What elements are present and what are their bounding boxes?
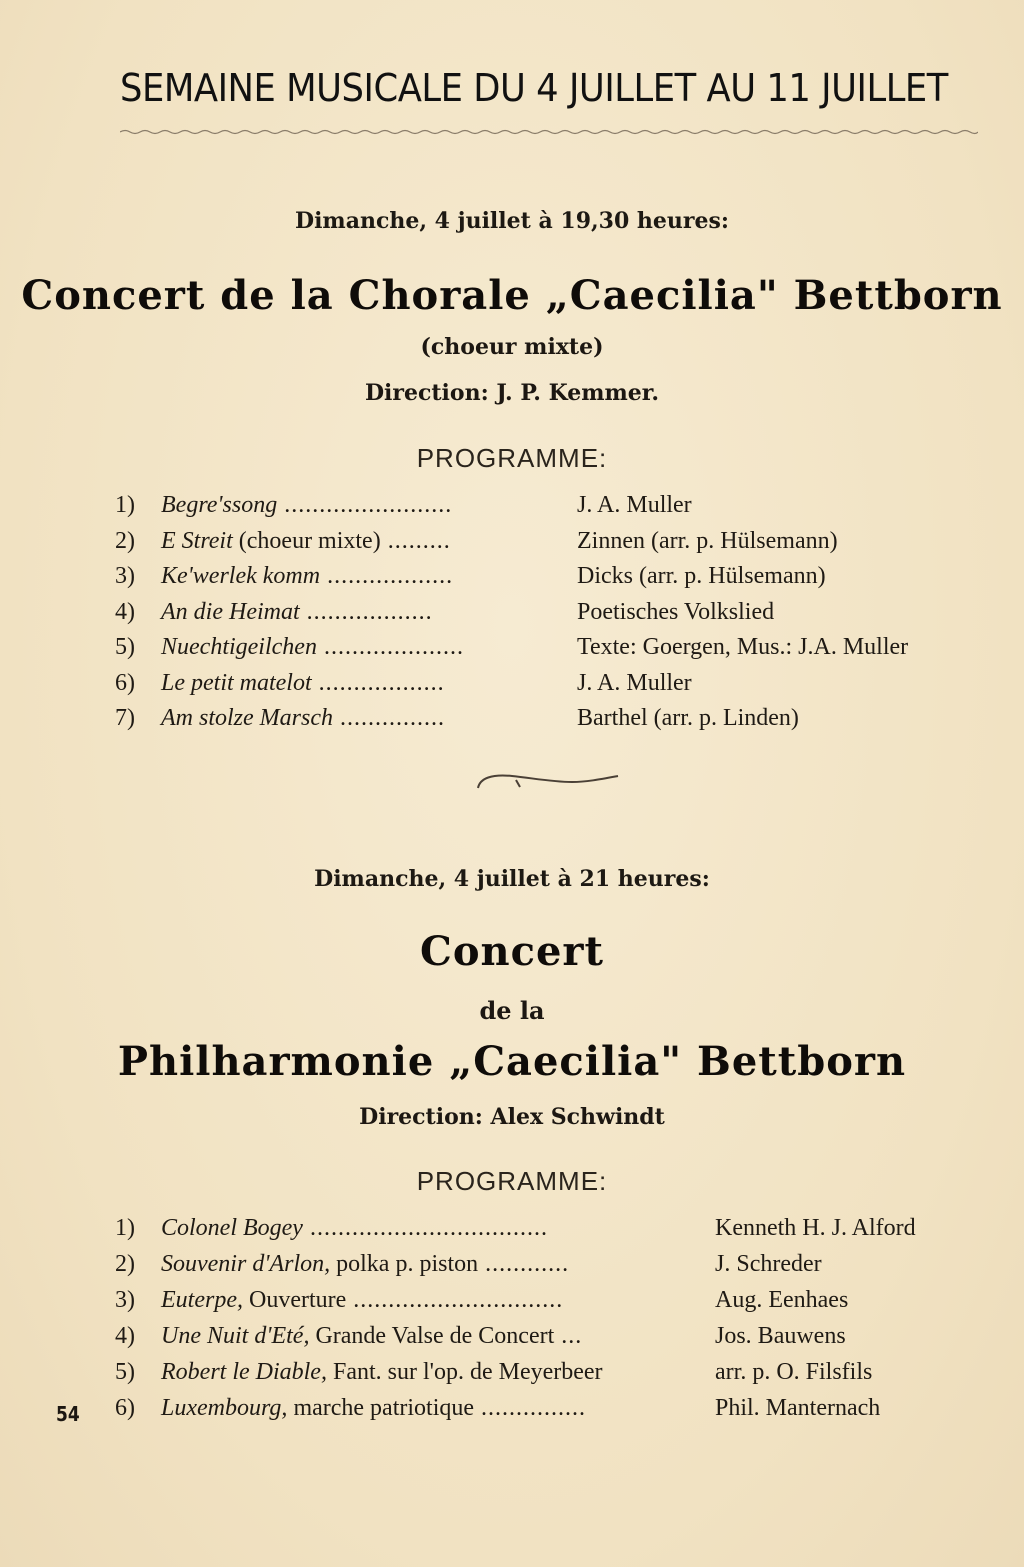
item-title: Souvenir d'Arlon, bbox=[161, 1251, 331, 1277]
programme-item bbox=[115, 670, 960, 702]
item-note: Fant. sur l'op. de Meyerbeer bbox=[326, 1359, 603, 1385]
item-composer: J. A. Muller bbox=[577, 492, 692, 518]
item-number: 4) bbox=[115, 1323, 135, 1349]
item-title: Am stolze Marsch bbox=[161, 705, 333, 731]
item-number: 7) bbox=[115, 705, 135, 731]
item-composer: Texte: Goergen, Mus.: J.A. Muller bbox=[577, 634, 909, 660]
page-header: SEMAINE MUSICALE DU 4 JUILLET AU 11 JUILLET bbox=[120, 66, 948, 110]
item-leader-dots: .................. bbox=[320, 563, 454, 589]
programme-item bbox=[115, 492, 960, 524]
item-composer: Phil. Manternach bbox=[715, 1395, 881, 1421]
item-number: 4) bbox=[115, 598, 135, 625]
item-title: Begre'ssong bbox=[161, 492, 278, 518]
concert1-direction: Direction: J. P. Kemmer. bbox=[364, 380, 660, 406]
item-number: 6) bbox=[115, 669, 135, 696]
item-composer: Dicks (arr. p. Hülsemann) bbox=[577, 563, 826, 589]
item-composer: J. Schreder bbox=[715, 1251, 822, 1277]
programme-item bbox=[115, 1323, 960, 1355]
item-title: An die Heimat bbox=[161, 598, 300, 625]
concert2-title-line3: Philharmonie „Caecilia" Bettborn bbox=[117, 1038, 907, 1085]
item-number: 5) bbox=[115, 1359, 135, 1385]
item-composer: arr. p. O. Filsfils bbox=[715, 1359, 873, 1385]
item-number: 6) bbox=[115, 1395, 135, 1421]
item-note: Ouverture bbox=[242, 1287, 347, 1313]
item-number: 2) bbox=[115, 527, 135, 554]
item-note: polka p. piston bbox=[330, 1251, 479, 1277]
concert2-title-line2: de la bbox=[479, 996, 545, 1025]
item-composer: Barthel (arr. p. Linden) bbox=[577, 705, 799, 731]
item-leader-dots: .................................. bbox=[302, 1215, 548, 1241]
programme-item bbox=[115, 1359, 960, 1391]
item-leader-dots: ... bbox=[554, 1323, 583, 1349]
concert2-date: Dimanche, 4 juillet à 21 heures: bbox=[314, 866, 710, 892]
item-leader-dots: .................... bbox=[316, 634, 464, 660]
programme-item bbox=[115, 1251, 960, 1283]
programme-item bbox=[115, 1287, 960, 1319]
programme-item bbox=[115, 563, 960, 595]
header-rule bbox=[120, 128, 978, 136]
flourish-ornament bbox=[472, 770, 620, 792]
item-number: 3) bbox=[115, 563, 135, 589]
item-title: Euterpe, bbox=[161, 1287, 243, 1313]
item-composer: Kenneth H. J. Alford bbox=[715, 1215, 916, 1241]
item-number: 1) bbox=[115, 1215, 135, 1241]
item-note: Grande Valse de Concert bbox=[309, 1323, 555, 1349]
programme-item bbox=[115, 1215, 960, 1247]
item-note: (choeur mixte) bbox=[232, 527, 381, 554]
concert1-programme-label: PROGRAMME: bbox=[416, 443, 608, 473]
item-title: Nuechtigeilchen bbox=[161, 634, 317, 660]
concert1-date: Dimanche, 4 juillet à 19,30 heures: bbox=[294, 208, 730, 234]
item-composer: Aug. Eenhaes bbox=[715, 1287, 849, 1313]
item-number: 3) bbox=[115, 1287, 135, 1313]
item-title: Robert le Diable, bbox=[161, 1359, 327, 1385]
item-composer: Zinnen (arr. p. Hülsemann) bbox=[577, 527, 838, 554]
concert1-subtitle: (choeur mixte) bbox=[420, 334, 604, 360]
item-title: Le petit matelot bbox=[161, 669, 312, 696]
item-number: 5) bbox=[115, 634, 135, 660]
item-composer: J. A. Muller bbox=[577, 669, 692, 696]
programme-item bbox=[115, 634, 960, 666]
item-composer: Jos. Bauwens bbox=[715, 1323, 846, 1349]
programme-item bbox=[115, 528, 960, 560]
item-leader-dots: ............... bbox=[474, 1395, 587, 1421]
programme-item bbox=[115, 599, 960, 631]
page-number: 54 bbox=[56, 1402, 80, 1426]
item-leader-dots: .................. bbox=[299, 598, 433, 625]
item-leader-dots: ............... bbox=[332, 705, 445, 731]
item-leader-dots: ........................ bbox=[277, 492, 453, 518]
item-title: E Streit bbox=[161, 527, 233, 554]
item-composer: Poetisches Volkslied bbox=[577, 598, 775, 625]
item-title: Luxembourg, bbox=[161, 1395, 288, 1421]
concert2-direction: Direction: Alex Schwindt bbox=[359, 1104, 665, 1130]
item-title: Ke'werlek komm bbox=[161, 563, 321, 589]
item-title: Colonel Bogey bbox=[161, 1215, 303, 1241]
item-leader-dots: ......... bbox=[380, 527, 451, 554]
concert2-title-line1: Concert bbox=[420, 928, 604, 975]
item-leader-dots: .............................. bbox=[346, 1287, 564, 1313]
programme-item bbox=[115, 1395, 960, 1427]
item-leader-dots: .................. bbox=[311, 669, 445, 696]
item-title: Une Nuit d'Eté, bbox=[161, 1323, 310, 1349]
concert1-title: Concert de la Chorale „Caecilia" Bettborn bbox=[21, 272, 1003, 319]
programme-item bbox=[115, 705, 960, 737]
item-note: marche patriotique bbox=[287, 1395, 475, 1421]
item-leader-dots: ............ bbox=[478, 1251, 570, 1277]
item-number: 1) bbox=[115, 492, 135, 518]
concert2-programme-label: PROGRAMME: bbox=[416, 1166, 608, 1196]
item-number: 2) bbox=[115, 1251, 135, 1277]
